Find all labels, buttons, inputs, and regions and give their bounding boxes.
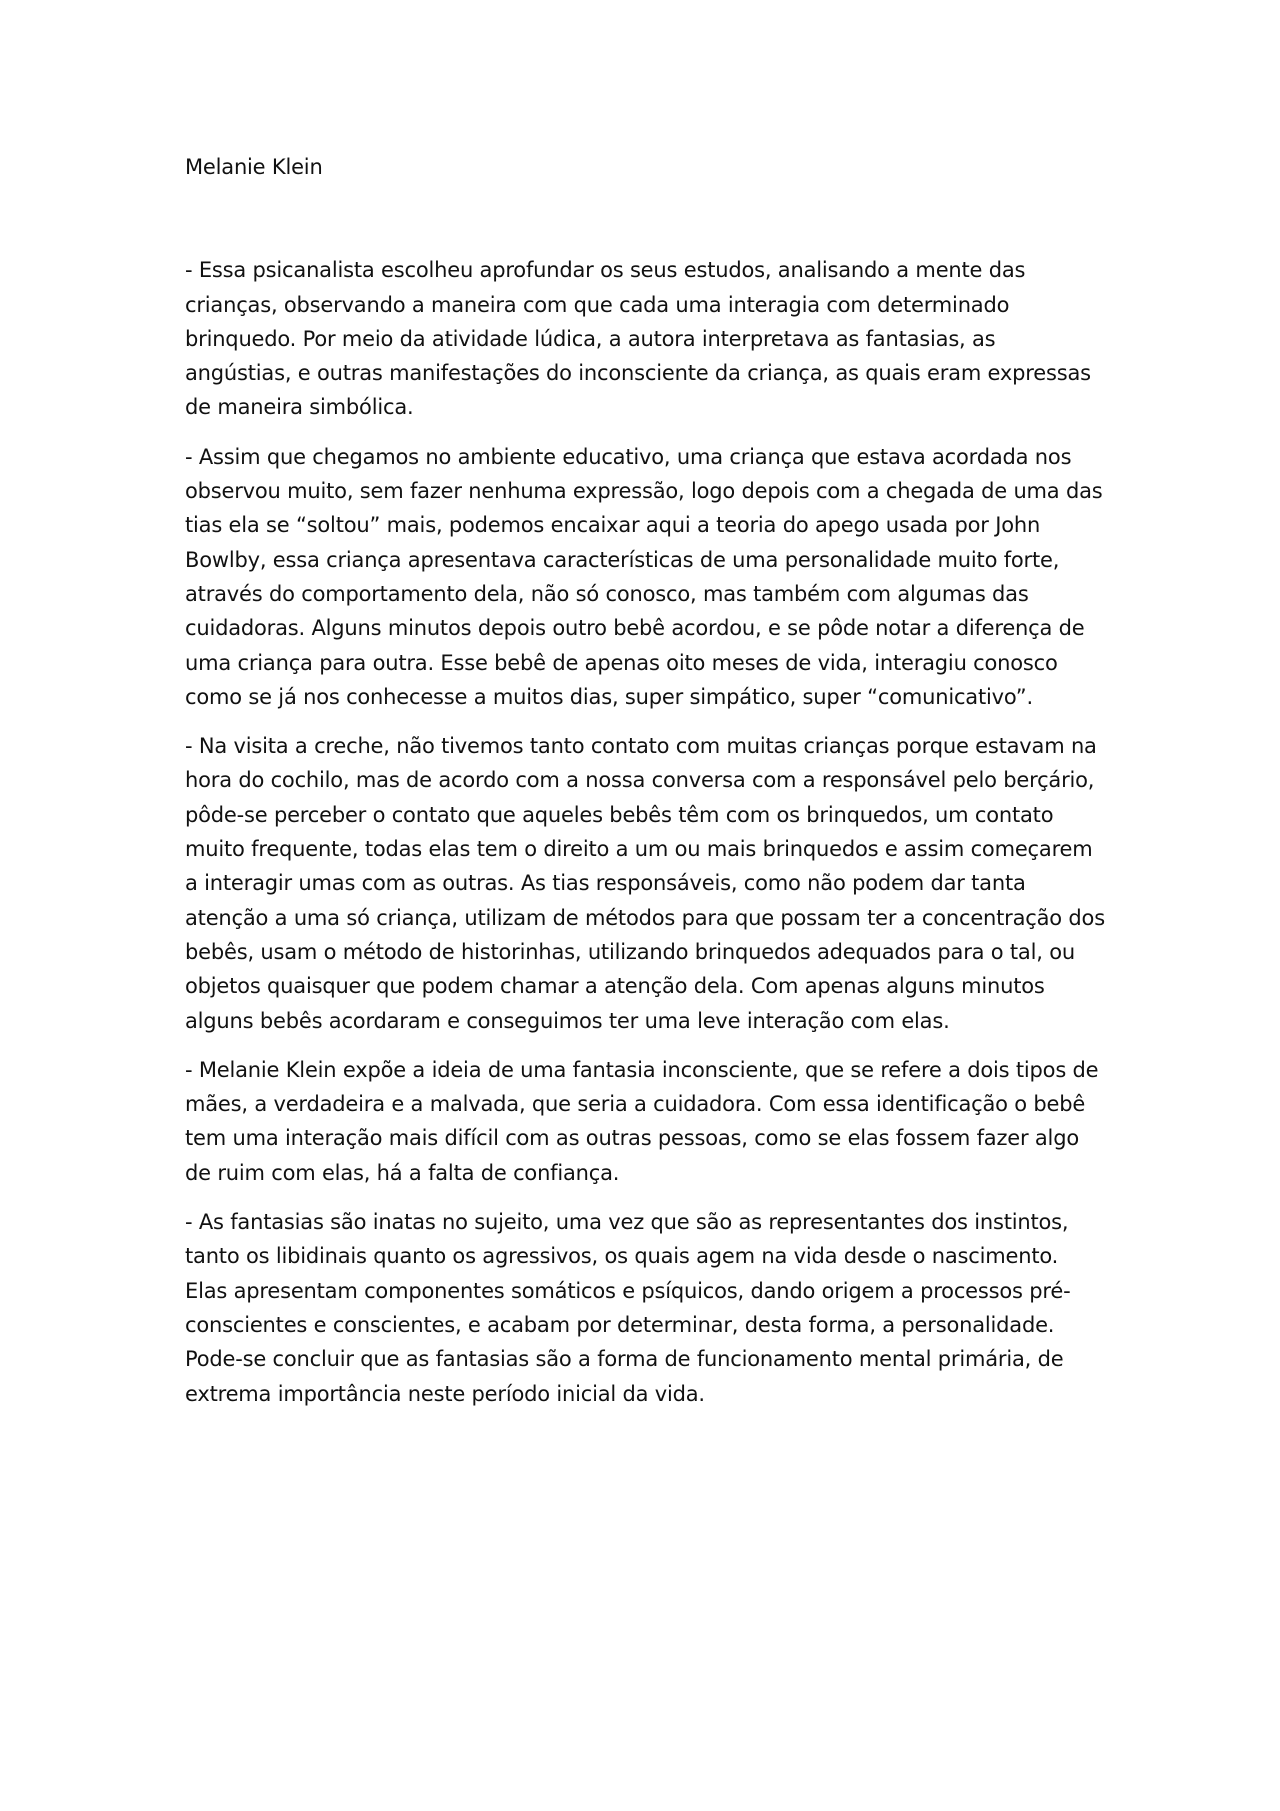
paragraph: - Essa psicanalista escolheu aprofundar os seus estudos, analisando a mente das crianças, observando a maneira com que cada uma interagia com determinado brinquedo. Por meio da atividade lúdica, a autora interpretava as fantasias, as angústias, e outras manifestações do inconsciente da criança, as quais eram expressas de maneira simbólica.: [185, 258, 1091, 420]
document-title: Melanie Klein: [185, 155, 323, 179]
paragraph-list: [185, 253, 1105, 1411]
paragraph: - As fantasias são inatas no sujeito, uma vez que são as representantes dos instintos, tanto os libidinais quanto os agressivos, os quais agem na vida desde o nascimento. Elas apresentam componentes somáticos e psíquicos, dando origem a processos pré-conscientes e conscientes, e acabam por determinar, desta forma, a personalidade. Pode-se concluir que as fantasias são a forma de funcionamento mental primária, de extrema importância neste período inicial da vida.: [185, 1210, 1071, 1406]
paragraph: - Melanie Klein expõe a ideia de uma fantasia inconsciente, que se refere a dois tipos de mães, a verdadeira e a malvada, que seria a cuidadora. Com essa identificação o bebê tem uma interação mais difícil com as outras pessoas, como se elas fossem fazer algo de ruim com elas, há a falta de confiança.: [185, 1057, 1099, 1185]
paragraph: - Na visita a creche, não tivemos tanto contato com muitas crianças porque estavam na hora do cochilo, mas de acordo com a nossa conversa com a responsável pelo berçário, pôde-se perceber o contato que aqueles bebês têm com os brinquedos, um contato muito frequente, todas elas tem o direito a um ou mais brinquedos e assim começarem a interagir umas com as outras. As tias responsáveis, como não podem dar tanta atenção a uma só criança, utilizam de métodos para que possam ter a concentração dos bebês, usam o método de historinhas, utilizando brinquedos adequados para o tal, ou objetos quaisquer que podem chamar a atenção dela. Com apenas alguns minutos alguns bebês acordaram e conseguimos ter uma leve interação com elas.: [185, 734, 1105, 1033]
document-body: [185, 150, 1105, 1426]
paragraph: - Assim que chegamos no ambiente educativo, uma criança que estava acordada nos observou muito, sem fazer nenhuma expressão, logo depois com a chegada de uma das tias ela se “soltou” mais, podemos encaixar aqui a teoria do apego usada por John Bowlby, essa criança apresentava características de uma personalidade muito forte, através do comportamento dela, não só conosco, mas também com algumas das cuidadoras. Alguns minutos depois outro bebê acordou, e se pôde notar a diferença de uma criança para outra. Esse bebê de apenas oito meses de vida, interagiu conosco como se já nos conhecesse a muitos dias, super simpático, super “comunicativo”.: [185, 444, 1103, 709]
